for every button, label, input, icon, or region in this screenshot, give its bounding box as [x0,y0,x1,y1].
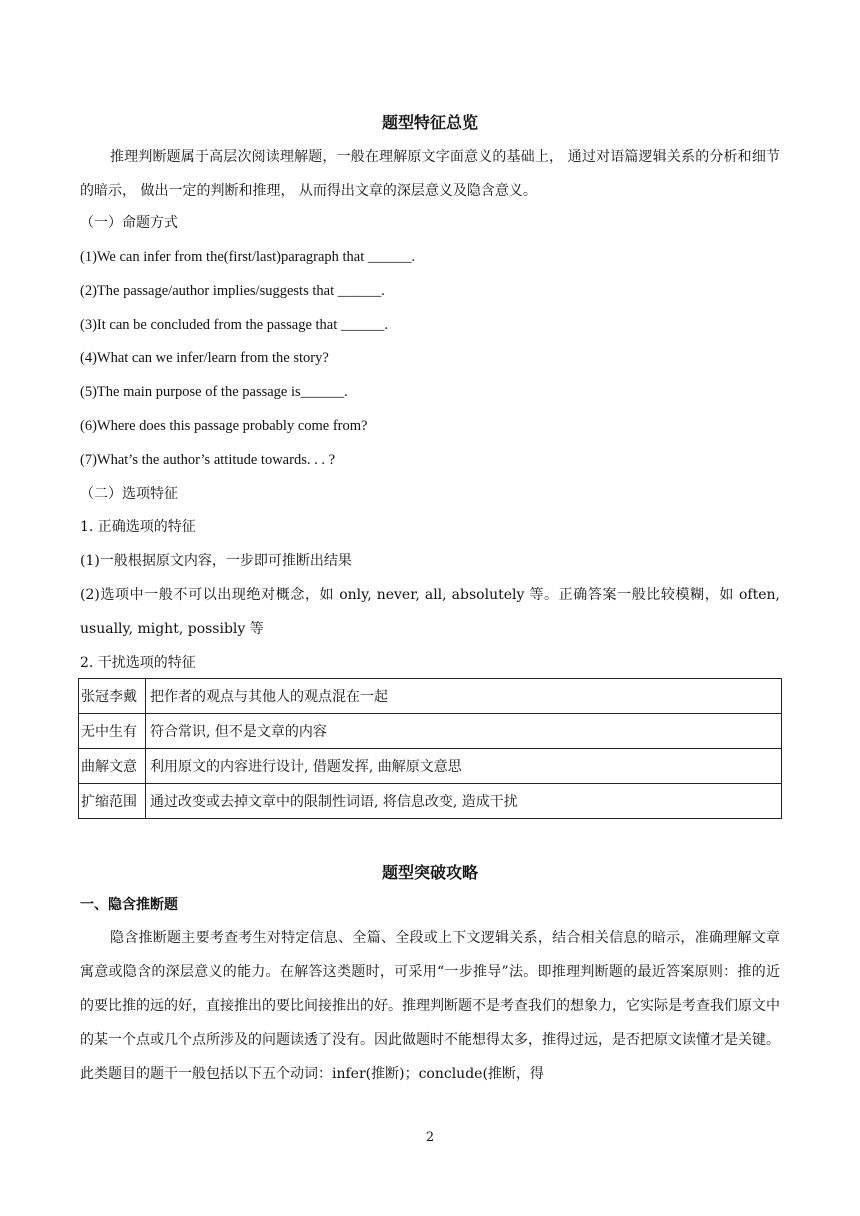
subheading-question-forms: （一）命题方式 [80,215,178,231]
distractor-type: 曲解文意 [79,749,146,784]
section-title-overview: 题型特征总览 [381,113,478,132]
table-row [79,679,782,714]
table-row [79,749,782,784]
distractor-description: 通过改变或去掉文章中的限制性词语, 将信息改变, 造成干扰 [146,784,782,819]
strategy-heading: 一、隐含推断题 [80,897,178,913]
distractor-description: 利用原文的内容进行设计, 借题发挥, 曲解原文意思 [146,749,782,784]
intro-paragraph: 推理判断题属于高层次阅读理解题，一般在理解原文字面意义的基础上， 通过对语篇逻辑关系的分析和细节的暗示， 做出一定的判断和推理， 从而得出文章的深层意义及隐含意义。 [80,149,780,199]
section-title-strategies: 题型突破攻略 [381,863,478,882]
question-form-2: (2)The passage/author implies/suggests that ______. [80,283,385,299]
strategy-body: 隐含推断题主要考查考生对特定信息、全篇、全段或上下文逻辑关系，结合相关信息的暗示，准确理解文章寓意或隐含的深层意义的能力。在解答这类题时，可采用“一步推导”法。即推理判断题的最近答案原则：推的近的要比推的远的好，直接推出的要比间接推出的好。推理判断题不是考查我们的想象力，它实际是考查我们原文中的某一个点或几个点所涉及的问题读透了没有。因此做题时不能想得太多，推得过远，是否把原文读懂才是关键。此类题目的题干一般包括以下五个动词：infer(推断)；conclude(推断，得 [80,930,780,1082]
distractor-description: 符合常识, 但不是文章的内容 [146,714,782,749]
distractor-type: 无中生有 [79,714,146,749]
distractor-description: 把作者的观点与其他人的观点混在一起 [146,679,782,714]
question-form-1: (1)We can infer from the(first/last)paragraph that ______. [80,249,416,265]
table-row [79,784,782,819]
distractor-table [78,678,782,819]
subheading-option-features: （二）选项特征 [80,486,178,502]
question-form-7: (7)What’s the author’s attitude towards. . . ? [80,452,336,468]
question-form-6: (6)Where does this passage probably come from? [80,418,368,434]
distractor-type: 张冠李戴 [79,679,146,714]
page-number: 2 [425,1130,435,1145]
correct-option-point-1: (1)一般根据原文内容，一步即可推断出结果 [80,553,352,569]
correct-option-point-2: (2)选项中一般不可以出现绝对概念，如 only, never, all, absolutely 等。正确答案一般比较模糊，如 often, usually, might, possibly 等 [80,587,780,637]
question-form-5: (5)The main purpose of the passage is______. [80,384,348,400]
question-form-4: (4)What can we infer/learn from the story? [80,350,329,366]
distractor-heading: 2. 干扰选项的特征 [80,655,196,671]
correct-option-heading: 1. 正确选项的特征 [80,519,196,535]
question-form-3: (3)It can be concluded from the passage that ______. [80,317,389,333]
distractor-type: 扩缩范围 [79,784,146,819]
table-row [79,714,782,749]
